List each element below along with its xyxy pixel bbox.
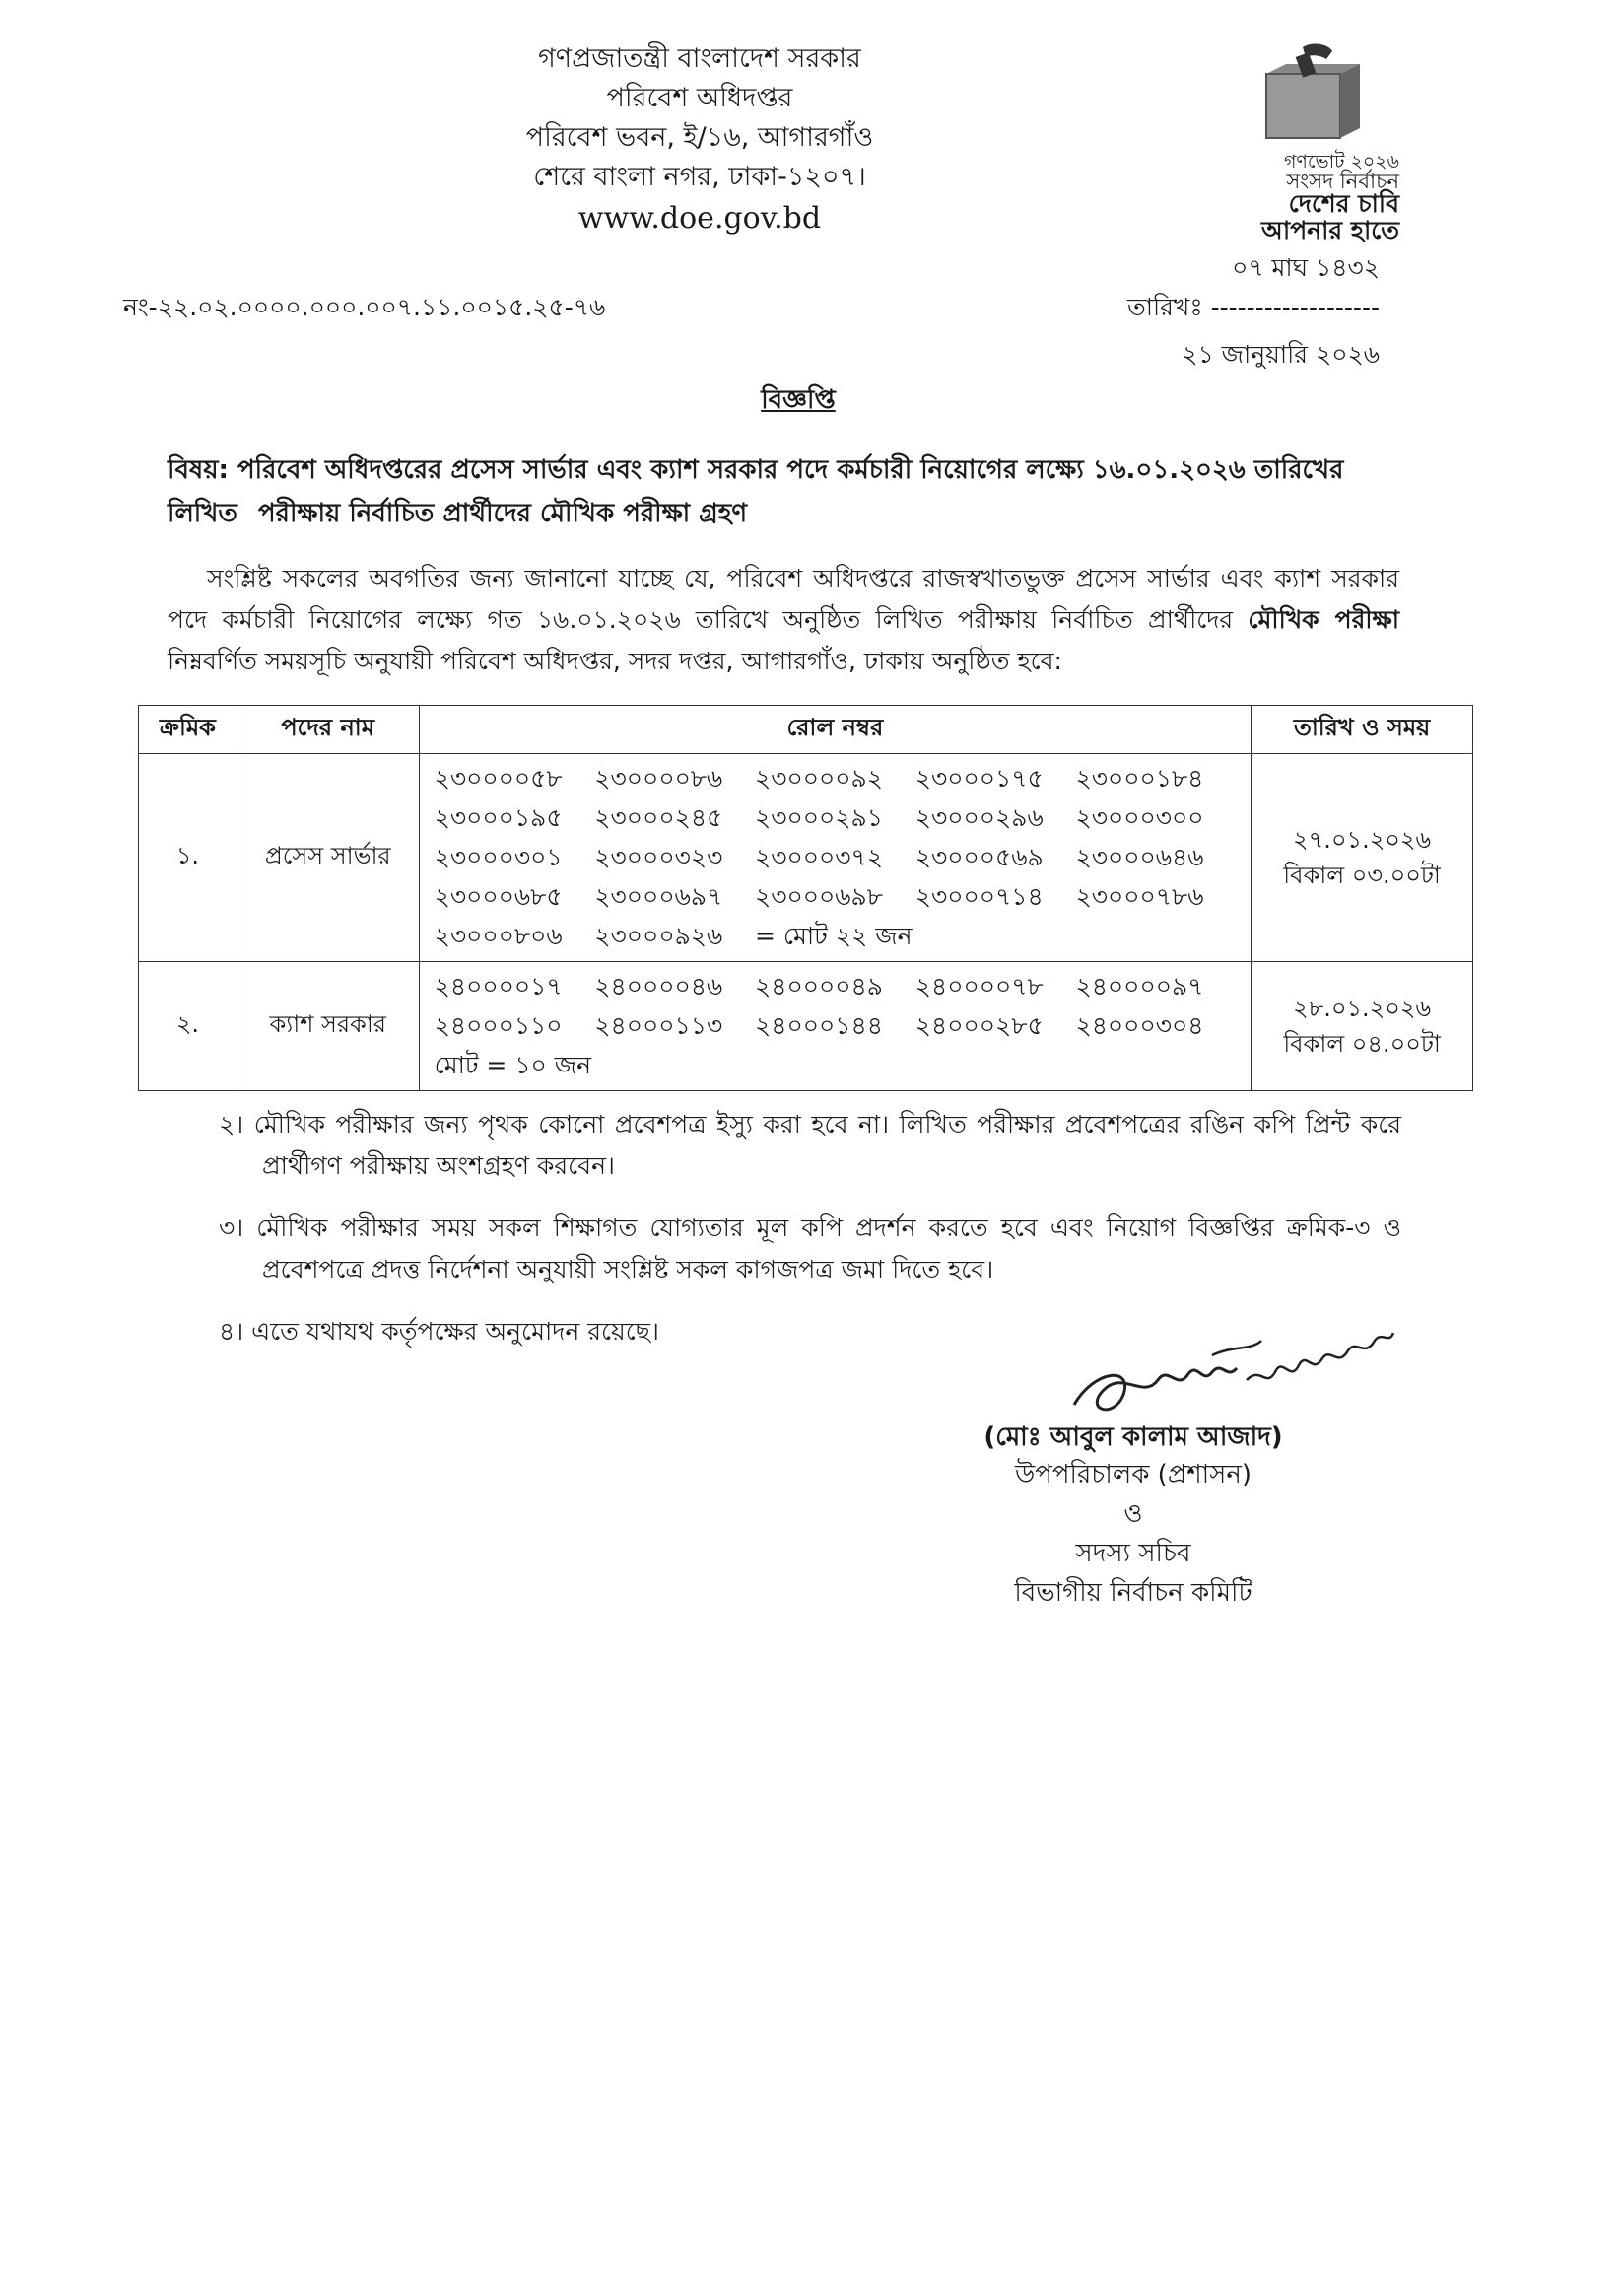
election-slogan-1: দেশের চাবি	[1288, 189, 1399, 218]
roll-table	[138, 705, 1473, 1091]
table-row	[139, 962, 1473, 1091]
row-post: প্রসেস সার্ভার	[237, 754, 419, 962]
roll-number: ২৩০০০১৮৪	[1075, 764, 1204, 793]
memo-number: নং-২২.০২.০০০০.০০০.০০৭.১১.০০১৫.২৫-৭৬	[123, 293, 606, 321]
roll-number: ২৪০০০০৪৬	[594, 972, 723, 1001]
roll-number: ২৪০০০০৪৯	[755, 972, 883, 1001]
roll-number: ২৩০০০৬৯৮	[755, 882, 883, 911]
row-time: বিকাল ০৩.০০টা	[1283, 862, 1441, 889]
roll-number: ২৩০০০৭১৪	[914, 882, 1044, 911]
roll-number: ২৩০০০২৯৬	[914, 803, 1044, 832]
notice-body-part1: সংশ্লিষ্ট সকলের অবগতির জন্য জানানো যাচ্ছে যে, পরিবেশ অধিদপ্তরে রাজস্বখাতভুক্ত প্রসেস সার্ভার এবং ক্যাশ সরকার পদে কর্মচারী নিয়োগের লক্ষ্যে গত ১৬.০১.২০২৬ তারিখে অনুষ্ঠিত লিখিত পরীক্ষায় নির্বাচিত প্রার্থীদের	[168, 564, 1399, 634]
roll-number: ২৩০০০৬৮৫	[434, 882, 563, 911]
header-post: পদের নাম	[237, 706, 419, 754]
roll-number: ২৩০০০৫৬৯	[914, 843, 1044, 871]
signature-image	[1064, 1311, 1399, 1429]
roll-number: ২৪০০০০৯৭	[1075, 972, 1204, 1001]
signatory-role: সদস্য সচিব	[1075, 1539, 1191, 1568]
roll-number: ২৪০০০১৪৪	[755, 1011, 883, 1040]
roll-total: = মোট ২২ জন	[755, 922, 913, 950]
signatory-committee: বিভাগীয় নির্বাচন কমিটি	[1014, 1578, 1252, 1608]
election-slogan-2: আপনার হাতে	[1261, 216, 1399, 244]
row-serial: ২.	[139, 962, 237, 1091]
point-4: ৪। এতে যথাযথ কর্তৃপক্ষের অনুমোদন রয়েছে।	[219, 1317, 659, 1346]
date-english: ২১ জানুয়ারি ২০২৬	[1182, 340, 1380, 369]
election-line-1: গণভোট ২০২৬	[1283, 151, 1399, 173]
roll-number: ২৩০০০৩০০	[1075, 803, 1204, 832]
table-row	[139, 754, 1473, 962]
header-datetime: তারিখ ও সময়	[1252, 706, 1473, 754]
election-line-2: সংসদ নির্বাচন	[1286, 170, 1399, 193]
website-link[interactable]: www.doe.gov.bd	[577, 201, 822, 236]
roll-number: ২৪০০০১১৩	[594, 1011, 723, 1040]
roll-number: ২৩০০০১৭৫	[914, 764, 1044, 793]
roll-number: ২৩০০০৩৭২	[755, 843, 884, 871]
roll-number: ২৩০০০৩০১	[434, 843, 563, 871]
date-bangla: ০৭ মাঘ ১৪৩২	[1232, 253, 1380, 282]
address-line-2: শেরে বাংলা নগর, ঢাকা-১২০৭।	[533, 162, 866, 192]
header-roll: রোল নম্বর	[419, 706, 1252, 754]
notice-title: বিজ্ঞপ্তি	[761, 385, 836, 415]
roll-total: মোট = ১০ জন	[434, 1051, 592, 1079]
roll-number: ২৪০০০৩০৪	[1075, 1011, 1204, 1040]
roll-grid	[421, 963, 1251, 1089]
roll-grid	[421, 755, 1251, 960]
notice-body-part2: নিম্নবর্ণিত সময়সূচি অনুযায়ী পরিবেশ অধিদপ্তর, সদর দপ্তর, আগারগাঁও, ঢাকায় অনুষ্ঠিত হবে:	[168, 647, 1062, 675]
roll-number: ২৪০০০০১৭	[434, 972, 563, 1001]
row-rolls	[419, 962, 1252, 1091]
row-date: ২৭.০১.২০২৬	[1293, 826, 1432, 854]
address-line-1: পরিবেশ ভবন, ই/১৬, আগারগাঁও	[525, 122, 874, 153]
roll-number: ২৩০০০৯২৬	[594, 922, 723, 950]
point-2: ২। মৌখিক পরীক্ষার জন্য পৃথক কোনো প্রবেশপত্র ইস্যু করা হবে না। লিখিত পরীক্ষার প্রবেশপত্রের রঙিন কপি প্রিন্ট করে প্রার্থীগণ পরীক্ষায় অংশগ্রহণ করবেন।	[219, 1110, 1401, 1180]
row-post: ক্যাশ সরকার	[237, 962, 419, 1091]
subject-line-1: বিষয়: পরিবেশ অধিদপ্তরের প্রসেস সার্ভার এবং ক্যাশ সরকার পদে কর্মচারী নিয়োগের লক্ষ্যে ১৬.০১.২০২৬ তারিখের লিখিত	[168, 455, 1344, 528]
roll-number: ২৩০০০৮০৬	[434, 922, 563, 950]
row-rolls	[419, 754, 1252, 962]
notice-body	[168, 558, 1399, 682]
signatory-designation: উপপরিচালক (প্রশাসন)	[1014, 1460, 1252, 1489]
roll-number: ২৪০০০১১০	[434, 1011, 563, 1040]
row-date: ২৮.০১.২০২৬	[1293, 995, 1432, 1022]
subject-line-2: পরীক্ষায় নির্বাচিত প্রার্থীদের মৌখিক পরীক্ষা গ্রহণ	[258, 499, 748, 528]
roll-number: ২৪০০০২৮৫	[914, 1011, 1044, 1040]
roll-number: ২৩০০০০৮৬	[594, 764, 723, 793]
govt-name: গণপ্রজাতন্ত্রী বাংলাদেশ সরকার	[538, 43, 861, 74]
roll-number: ২৩০০০৬৪৬	[1075, 843, 1204, 871]
row-datetime	[1252, 962, 1473, 1091]
department-name: পরিবেশ অধিদপ্তর	[606, 83, 793, 113]
signatory-name: (মোঃ আবুল কালাম আজাদ)	[983, 1422, 1283, 1452]
roll-number: ২৩০০০৬৯৭	[594, 882, 723, 911]
header-serial: ক্রমিক	[139, 706, 237, 754]
roll-number: ২৪০০০০৭৮	[914, 972, 1044, 1001]
roll-number: ২৩০০০২৯১	[755, 803, 883, 832]
roll-number: ২৩০০০০৫৮	[434, 764, 563, 793]
roll-number: ২৩০০০০৯২	[755, 764, 884, 793]
roll-number: ২৩০০০৩২৩	[594, 843, 723, 871]
table-header-row	[139, 706, 1473, 754]
notice-body-bold: মৌখিক পরীক্ষা	[1248, 605, 1399, 634]
signatory-and: ও	[1123, 1499, 1143, 1529]
date-label: তারিখঃ -------------------	[1126, 293, 1380, 321]
row-datetime	[1252, 754, 1473, 962]
row-serial: ১.	[139, 754, 237, 962]
roll-number: ২৩০০০২৪৫	[594, 803, 723, 832]
roll-number: ২৩০০০৭৮৬	[1075, 882, 1204, 911]
roll-number: ২৩০০০১৯৫	[434, 803, 563, 832]
point-3: ৩। মৌখিক পরীক্ষার সময় সকল শিক্ষাগত যোগ্যতার মূল কপি প্রদর্শন করতে হবে এবং নিয়োগ বিজ্ঞপ্তির ক্রমিক-৩ ও প্রবেশপত্রে প্রদত্ত নির্দেশনা অনুযায়ী সংশ্লিষ্ট সকল কাগজপত্র জমা দিতে হবে।	[219, 1213, 1401, 1283]
row-time: বিকাল ০৪.০০টা	[1283, 1030, 1441, 1058]
